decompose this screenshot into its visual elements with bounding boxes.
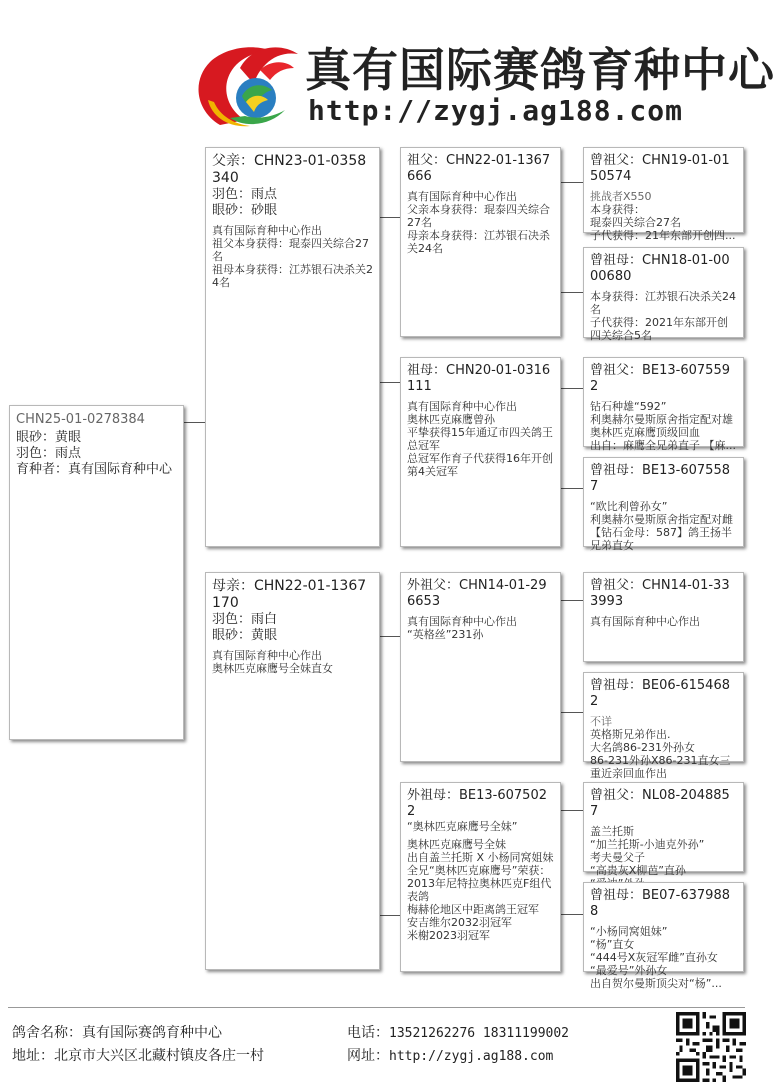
gg-ring: 曾祖母：BE06-6154682 — [590, 678, 730, 709]
gg-note: 大名鸽86-231外孙女 — [590, 741, 695, 754]
gg-note: 出自贺尔曼斯顶尖对“杨”... — [590, 977, 722, 990]
gg-ring: 曾祖父：CHN14-01-333993 — [590, 578, 730, 609]
sire-dam-note: 总冠军作育子代获得16年开创第4关冠军 — [407, 452, 553, 478]
footer-loft — [12, 1022, 222, 1042]
root-breeder: 育种者：真有国际育种中心 — [16, 462, 173, 477]
footer-address — [12, 1045, 264, 1065]
gg-note: 利奥赫尔曼斯原舍指定配对雄 — [590, 413, 733, 426]
gg-note: “最爱号”外孙女 — [590, 964, 668, 977]
gg-note: “加兰托斯-小迪克外孙” — [590, 838, 705, 851]
gg-card-7 — [583, 782, 744, 877]
gg-note: 本身获得：江苏银石决杀关24名 — [590, 290, 736, 316]
gg-note: 子代获得：21年东部开创四... — [590, 229, 736, 242]
gg-card-5 — [583, 572, 744, 662]
dam-sire-card — [400, 572, 561, 762]
gg-gray-note: 挑战者X550 — [590, 190, 652, 203]
gg-ring: 曾祖母：BE07-6379888 — [590, 888, 730, 919]
dam-card — [205, 572, 380, 970]
gg-note: 本身获得： — [590, 203, 645, 216]
gg-gray-note: 不详 — [590, 715, 612, 728]
sire-card — [205, 147, 380, 547]
dam-dam-note: 梅赫伦地区中距离鸽王冠军 — [407, 903, 539, 916]
footer-address-label: 地址： — [12, 1048, 54, 1064]
sire-note: 祖母本身获得：江苏银石决杀关24名 — [212, 263, 373, 289]
gg-ring: 曾祖母：CHN18-01-0000680 — [590, 253, 730, 284]
sire-ring: 父亲：CHN23-01-0358340 — [212, 153, 367, 186]
gg-note: 奥林匹克麻鹰顶级回血 — [590, 426, 700, 439]
logo-phoenix-icon — [190, 40, 302, 130]
gg-note: 英格斯兄弟作出. — [590, 728, 671, 741]
gg-card-4 — [583, 457, 744, 552]
gg-ring: 曾祖父：BE13-6075592 — [590, 363, 730, 394]
gg-note: 利奥赫尔曼斯原舍指定配对雌 — [590, 513, 733, 526]
sire-sire-note: 父亲本身获得：琨泰四关综合27名 — [407, 203, 550, 229]
gg-note: 出自：麻鹰全兄弟直子 【麻... — [590, 439, 736, 452]
footer-phone-label: 电话： — [347, 1025, 389, 1041]
connector-gg2 — [561, 292, 583, 293]
dam-sire-note: 真有国际育种中心作出 — [407, 615, 517, 628]
root-pigeon-card — [9, 405, 184, 740]
connector-gg8 — [561, 914, 583, 915]
connector-sire-dam — [380, 382, 400, 383]
dam-dam-card — [400, 782, 561, 972]
dam-dam-note: 安吉维尔2032羽冠军 — [407, 916, 512, 929]
gg-card-6 — [583, 672, 744, 780]
sire-eye: 眼砂：砂眼 — [212, 203, 278, 218]
footer-web-label: 网址： — [347, 1048, 389, 1064]
dam-eye: 眼砂：黄眼 — [212, 628, 278, 643]
connector-sire — [380, 217, 400, 218]
brand-title: 真有国际赛鸽育种中心 — [305, 43, 775, 97]
connector-root — [184, 422, 206, 423]
gg-card-3 — [583, 357, 744, 452]
qr-code-icon — [676, 1012, 746, 1082]
gg-note: 盖兰托斯 — [590, 825, 634, 838]
dam-dam-note: 全兄“奥林匹克麻鹰号”荣获： — [407, 864, 551, 877]
footer-phone — [347, 1022, 569, 1042]
gg-note: 86-231外孙X86-231直女三重近亲回血作出 — [590, 754, 731, 780]
gg-note: 真有国际育种中心作出 — [590, 615, 700, 628]
gg-card-2 — [583, 247, 744, 342]
gg-card-1 — [583, 147, 744, 242]
footer-web — [347, 1045, 553, 1065]
dam-color: 羽色：雨白 — [212, 612, 278, 627]
dam-dam-note: 2013年尼特拉奥林匹克F组代表鸽 — [407, 877, 552, 903]
footer-address-value: 北京市大兴区北藏村镇皮各庄一村 — [54, 1048, 264, 1064]
gg-note: 子代获得：2021年东部开创四关综合5名 — [590, 316, 728, 342]
gg-ring: 曾祖父：CHN19-01-0150574 — [590, 153, 730, 184]
gg-note: 钻石种雄“592” — [590, 400, 667, 413]
root-eye: 眼砂：黄眼 — [16, 430, 82, 445]
footer-phone-value: 13521262276 18311199002 — [389, 1026, 570, 1041]
gg-note: “高贵灰X柳芭”直孙 — [590, 864, 686, 877]
connector-gg5 — [561, 600, 583, 601]
dam-note: 奥林匹克麻鹰号全妹直女 — [212, 662, 333, 675]
connector-gg7 — [561, 810, 583, 811]
gg-note: “欧比利曾孙女” — [590, 500, 668, 513]
dam-dam-note: 出自盖兰托斯 X 小杨同窝姐妹 — [407, 851, 554, 864]
gg-card-8 — [583, 882, 744, 990]
footer-loft-value: 真有国际赛鸽育种中心 — [82, 1025, 222, 1041]
sire-sire-note: 母亲本身获得：江苏银石决杀关24名 — [407, 229, 550, 255]
gg-ring: 曾祖父：NL08-2048857 — [590, 788, 730, 819]
sire-sire-ring: 祖父：CHN22-01-1367666 — [407, 153, 551, 184]
dam-note: 真有国际育种中心作出 — [212, 649, 322, 662]
connector-gg4 — [561, 488, 583, 489]
dam-dam-subtitle: “奥林匹克麻鹰号全妹” — [407, 820, 518, 833]
gg-ring: 曾祖母：BE13-6075587 — [590, 463, 730, 494]
footer-divider — [8, 1007, 745, 1008]
dam-sire-note: “英格丝”231孙 — [407, 628, 484, 641]
connector-root-vertical — [184, 422, 185, 423]
sire-dam-note: 真有国际育种中心作出 — [407, 400, 517, 413]
sire-color: 羽色：雨点 — [212, 187, 278, 202]
sire-dam-note: 奥林匹克麻鹰曾孙 — [407, 413, 495, 426]
sire-sire-note: 真有国际育种中心作出 — [407, 190, 517, 203]
root-color: 羽色：雨点 — [16, 446, 82, 461]
connector-dam-dam — [380, 915, 400, 916]
gg-note: “444号X灰冠军雌”直孙女 — [590, 951, 718, 964]
gg-note: 考夫曼父子 — [590, 851, 645, 864]
brand-url: http://zygj.ag188.com — [308, 94, 684, 127]
dam-dam-ring: 外祖母：BE13-6075022 — [407, 788, 547, 819]
connector-dam — [380, 636, 400, 637]
connector-gg6 — [561, 712, 583, 713]
connector-gg3 — [561, 388, 583, 389]
dam-dam-note: 奥林匹克麻鹰号全妹 — [407, 838, 506, 851]
sire-dam-card — [400, 357, 561, 547]
sire-note: 真有国际育种中心作出 — [212, 224, 322, 237]
root-ring: CHN25-01-0278384 — [16, 412, 145, 427]
gg-note: 琨泰四关综合27名 — [590, 216, 681, 229]
sire-sire-card — [400, 147, 561, 337]
footer-loft-label: 鸽舍名称： — [12, 1025, 82, 1041]
sire-dam-ring: 祖母：CHN20-01-0316111 — [407, 363, 551, 394]
gg-note: 【钻石金母：587】鸽王扬半兄弟直女 — [590, 526, 732, 552]
sire-note: 祖父本身获得：琨泰四关综合27名 — [212, 237, 369, 263]
footer-web-value[interactable]: http://zygj.ag188.com — [389, 1049, 554, 1064]
gg-note: “杨”直女 — [590, 938, 635, 951]
dam-sire-ring: 外祖父：CHN14-01-296653 — [407, 578, 547, 609]
gg-note: “小杨同窝姐妹” — [590, 925, 668, 938]
connector-gg1 — [561, 182, 583, 183]
sire-dam-note: 平挚获得15年通辽市四关鸽王总冠军 — [407, 426, 553, 452]
dam-dam-note: 米榭2023羽冠军 — [407, 929, 490, 942]
dam-ring: 母亲：CHN22-01-1367170 — [212, 578, 367, 611]
